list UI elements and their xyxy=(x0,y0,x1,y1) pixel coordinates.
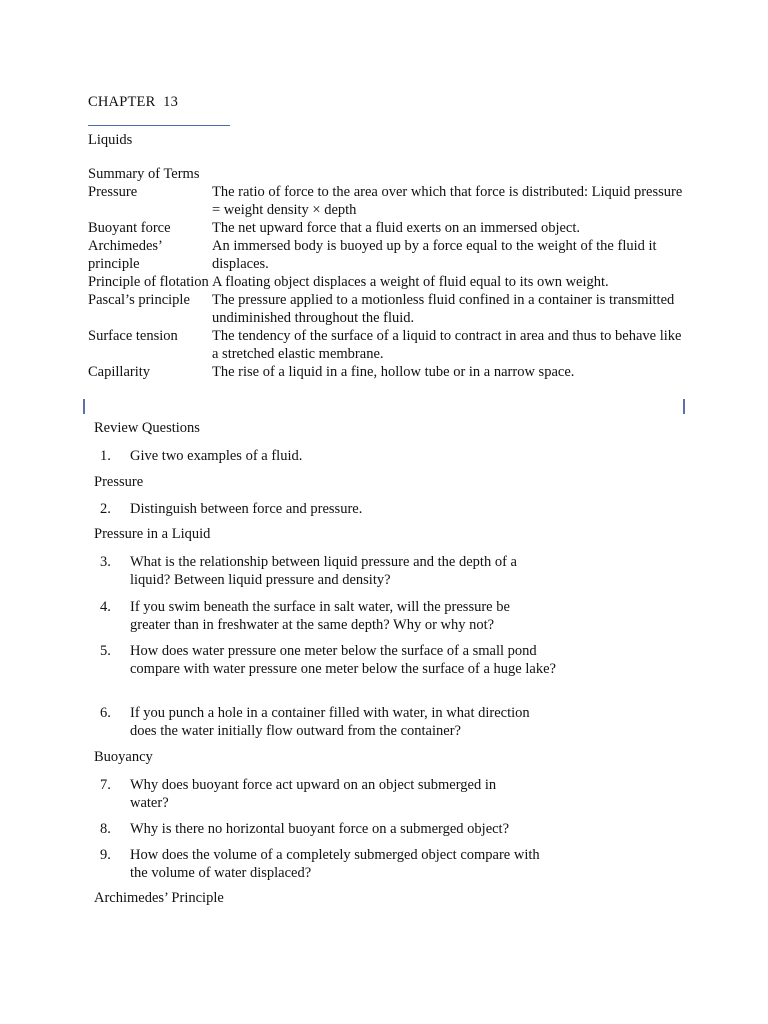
term-definition: The rise of a liquid in a fine, hollow tube or in a narrow space. xyxy=(212,364,575,380)
term-name: Pascal’s principle xyxy=(88,292,190,308)
question-item xyxy=(100,447,560,465)
question-number: 2. xyxy=(100,501,111,517)
question-item xyxy=(100,704,555,740)
question-text: Why is there no horizontal buoyant force on a submerged object? xyxy=(130,821,510,837)
term-row xyxy=(88,327,688,363)
section-heading-pressure-in-liquid: Pressure in a Liquid xyxy=(94,526,211,542)
summary-heading: Summary of Terms xyxy=(88,166,200,182)
section-heading-pressure: Pressure xyxy=(94,474,144,490)
question-item xyxy=(100,846,540,882)
question-number: 4. xyxy=(100,599,111,615)
question-item xyxy=(100,598,540,634)
term-row xyxy=(88,363,688,381)
section-heading-buoyancy: Buoyancy xyxy=(94,749,153,765)
term-name: Buoyant force xyxy=(88,220,171,236)
question-number: 1. xyxy=(100,448,111,464)
question-number: 7. xyxy=(100,777,111,793)
terms-table xyxy=(88,183,688,381)
term-row xyxy=(88,291,688,327)
review-heading: Review Questions xyxy=(94,420,200,436)
term-definition: The pressure applied to a motionless fluid confined in a container is transmitted undiminished throughout the fluid. xyxy=(212,292,675,326)
question-item xyxy=(100,776,520,812)
question-number: 3. xyxy=(100,554,111,570)
question-number: 9. xyxy=(100,847,111,863)
text-boundary-marker-right xyxy=(683,399,685,414)
question-text: How does the volume of a completely submerged object compare with the volume of water displaced? xyxy=(130,847,540,881)
term-row xyxy=(88,219,688,237)
section-heading-archimedes: Archimedes’ Principle xyxy=(94,890,224,906)
term-row xyxy=(88,237,688,273)
term-row xyxy=(88,183,688,219)
term-name: Surface tension xyxy=(88,328,178,344)
question-item xyxy=(100,553,540,589)
term-definition: A floating object displaces a weight of fluid equal to its own weight. xyxy=(212,274,609,290)
term-name: Pressure xyxy=(88,184,138,200)
term-definition: The ratio of force to the area over which that force is distributed: Liquid pressure = weight density × depth xyxy=(212,184,683,218)
question-item xyxy=(100,500,560,518)
term-name: Capillarity xyxy=(88,364,151,380)
chapter-subtitle: Liquids xyxy=(88,132,133,148)
title-underline xyxy=(88,125,230,126)
question-text: Distinguish between force and pressure. xyxy=(130,501,363,517)
question-item xyxy=(100,642,560,678)
term-definition: The net upward force that a fluid exerts on an immersed object. xyxy=(212,220,581,236)
question-number: 8. xyxy=(100,821,111,837)
term-name: Archimedes’ principle xyxy=(88,238,162,272)
question-text: Give two examples of a fluid. xyxy=(130,448,303,464)
question-text: If you punch a hole in a container filled with water, in what direction does the water initially flow outward from the container? xyxy=(130,705,530,739)
chapter-title: CHAPTER 13 xyxy=(88,94,179,110)
question-text: If you swim beneath the surface in salt water, will the pressure be greater than in freshwater at the same depth? Why or why not? xyxy=(130,599,510,633)
text-boundary-marker-left xyxy=(83,399,85,414)
question-item xyxy=(100,820,560,838)
term-definition: An immersed body is buoyed up by a force equal to the weight of the fluid it displaces. xyxy=(212,238,657,272)
question-text: How does water pressure one meter below the surface of a small pond compare with water pressure one meter below the surface of a huge lake? xyxy=(130,643,556,677)
term-name: Principle of flotation xyxy=(88,274,209,290)
question-text: Why does buoyant force act upward on an object submerged in water? xyxy=(130,777,497,811)
question-text: What is the relationship between liquid pressure and the depth of a liquid? Between liquid pressure and density? xyxy=(130,554,517,588)
term-row xyxy=(88,273,688,291)
term-definition: The tendency of the surface of a liquid to contract in area and thus to behave like a stretched elastic membrane. xyxy=(212,328,682,362)
question-number: 6. xyxy=(100,705,111,721)
question-number: 5. xyxy=(100,643,111,659)
